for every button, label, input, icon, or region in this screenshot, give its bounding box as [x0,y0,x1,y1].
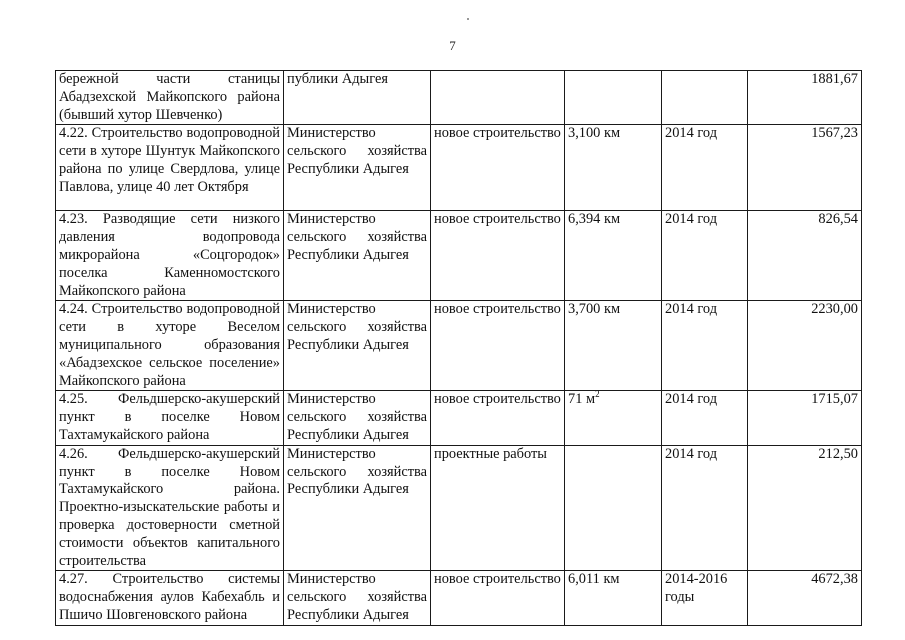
work-type: новое строительство [431,125,565,211]
work-type: новое строительство [431,391,565,445]
period: 2014 год [662,445,748,571]
work-type: новое строительство [431,301,565,391]
object-description: 4.25. Фельдшерско-акушерский пункт в поселке Новом Тахтамукайского района [56,391,284,445]
capacity-unit-exponent: 2 [595,390,600,400]
capacity [565,391,662,445]
cost-value: 212,50 [748,445,862,571]
program-table [55,70,862,626]
capacity [565,71,662,125]
table-row [56,211,862,301]
period: 2014 год [662,211,748,301]
customer-name: Министерство сельского хозяйства Республики Адыгея [284,301,431,391]
work-type [431,71,565,125]
capacity-value: 71 м [568,391,596,408]
customer-name: Министерство сельского хозяйства Республики Адыгея [284,571,431,625]
customer-name: Министерство сельского хозяйства Республики Адыгея [284,211,431,301]
object-description: 4.26. Фельдшерско-акушерский пункт в поселке Новом Тахтамукайского района. Проектно-изыскательские работы и проверка достоверности сметной стоимости объектов капитального строительства [56,445,284,571]
work-type: проектные работы [431,445,565,571]
customer-name: Министерство сельского хозяйства Республики Адыгея [284,125,431,211]
capacity-value: 3,700 км [568,301,621,318]
table-row [56,571,862,625]
capacity [565,125,662,211]
period: 2014 год [662,125,748,211]
capacity [565,211,662,301]
cost-value: 4672,38 [748,571,862,625]
cost-value: 2230,00 [748,301,862,391]
cost-value: 1715,07 [748,391,862,445]
table-row [56,71,862,125]
customer-name: Министерство сельского хозяйства Республики Адыгея [284,391,431,445]
capacity [565,445,662,571]
object-description: 4.27. Строительство системы водоснабжения аулов Кабехабль и Пшичо Шовгеновского района [56,571,284,625]
cost-value: 826,54 [748,211,862,301]
object-description: 4.22. Строительство водопроводной сети в хуторе Шунтук Майкопского района по улице Свердлова, улице Павлова, улице 40 лет Октября [56,125,284,211]
period [662,71,748,125]
object-description: бережной части станицы Абадзехской Майкопского района (бывший хутор Шевченко) [56,71,284,125]
table-row [56,125,862,211]
cost-value: 1567,23 [748,125,862,211]
customer-name: публики Адыгея [284,71,431,125]
period: 2014 год [662,391,748,445]
capacity [565,301,662,391]
work-type: новое строительство [431,211,565,301]
object-description: 4.23. Разводящие сети низкого давления водопровода микрорайона «Соцгородок» поселка Каменномостского Майкопского района [56,211,284,301]
customer-name: Министерство сельского хозяйства Республики Адыгея [284,445,431,571]
period: 2014 год [662,301,748,391]
period: 2014-2016 годы [662,571,748,625]
capacity-value: 3,100 км [568,125,621,142]
capacity-value: 6,394 км [568,211,621,228]
work-type: новое строительство [431,571,565,625]
capacity-value: 6,011 км [568,571,620,588]
table-row [56,301,862,391]
table-row [56,391,862,445]
capacity [565,571,662,625]
table-row [56,445,862,571]
page-number: 7 [449,38,456,53]
object-description: 4.24. Строительство водопроводной сети в хуторе Веселом муниципального образования «Абадзехское сельское поселение» Майкопского района [56,301,284,391]
scan-speck [467,18,469,20]
cost-value: 1881,67 [748,71,862,125]
